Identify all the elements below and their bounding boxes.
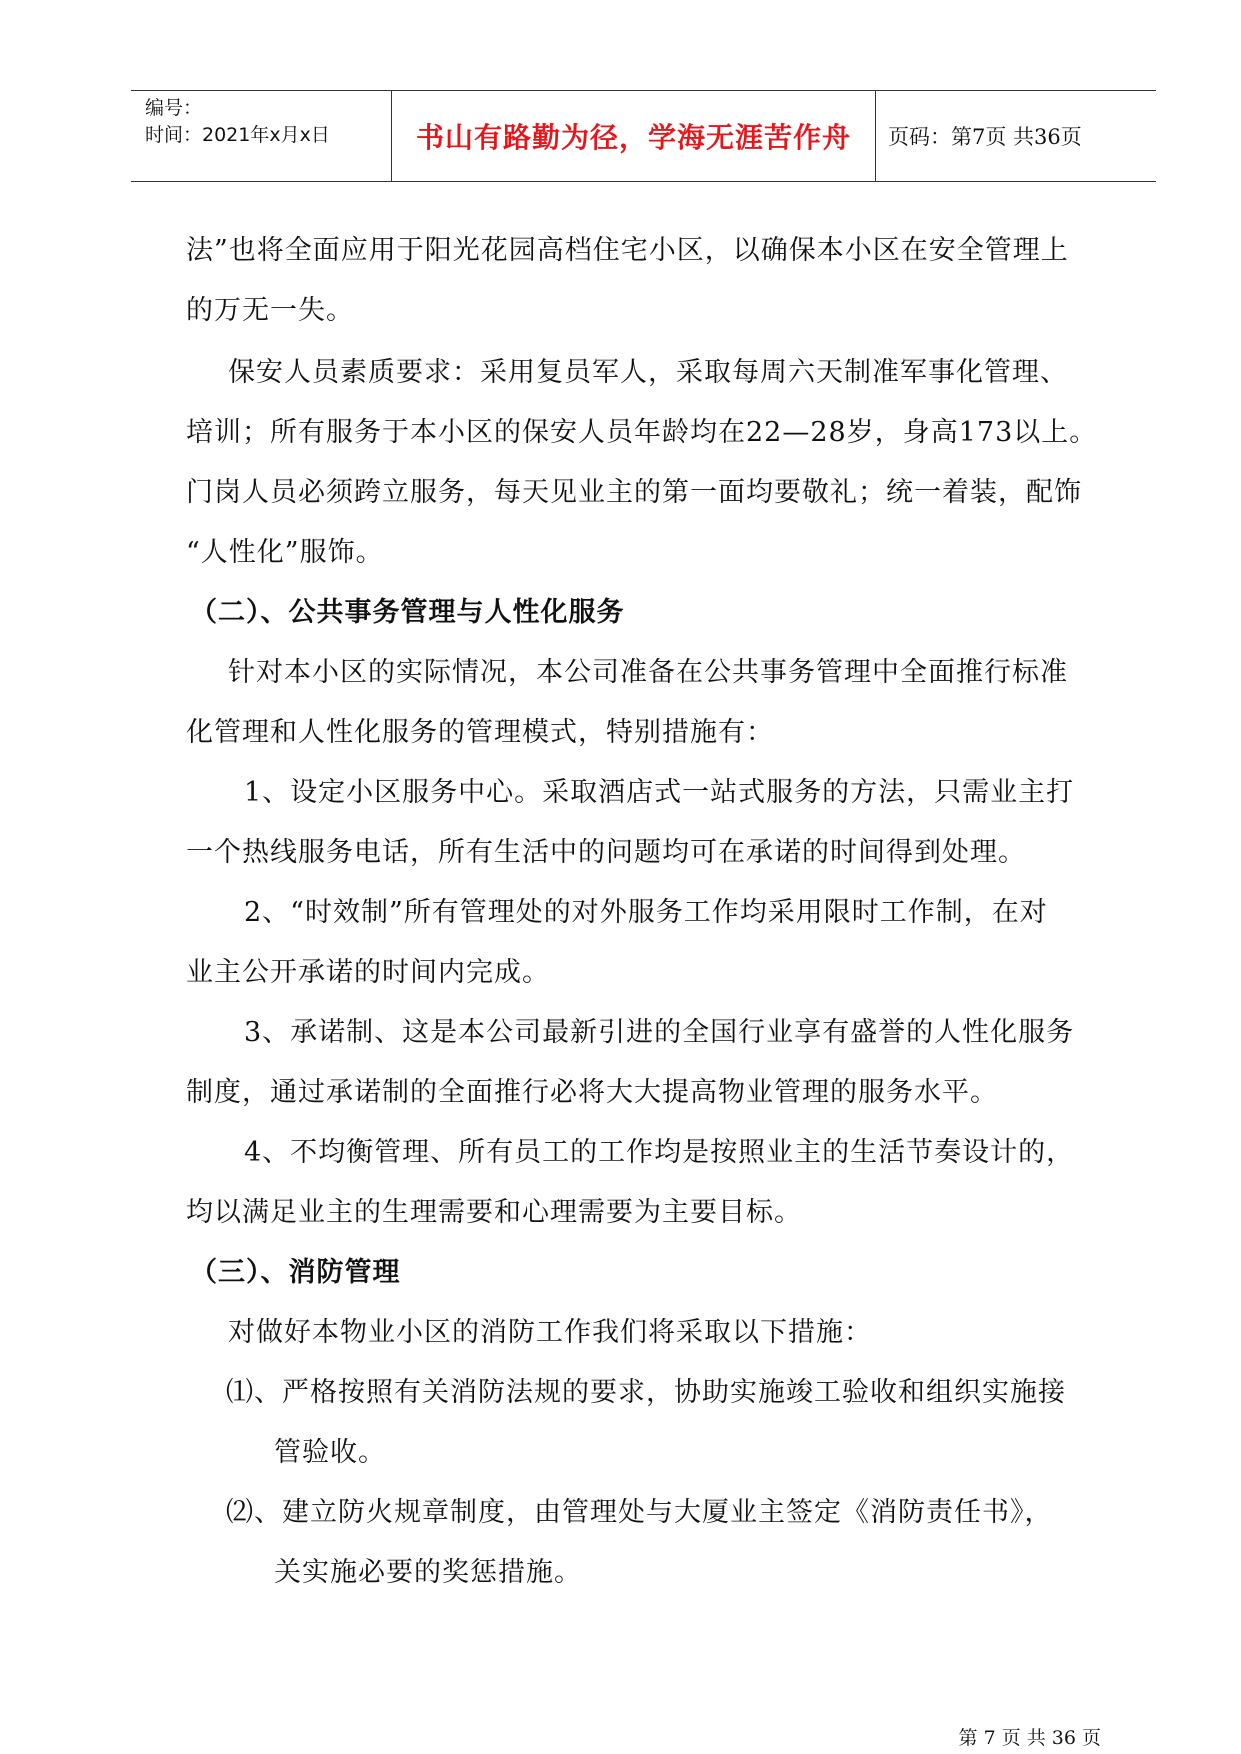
body-line: 法”也将全面应用于阳光花园高档住宅小区，以确保本小区在安全管理上 (186, 235, 1069, 266)
list-item: ⑵、建立防火规章制度，由管理处与大厦业主签定《消防责任书》， (226, 1497, 1053, 1528)
body-line: 均以满足业主的生理需要和心理需要为主要目标。 (186, 1197, 802, 1228)
header-page-cell (876, 91, 1156, 181)
body-line: 的万无一失。 (186, 295, 354, 326)
page-footer: 第 7 页 共 36 页 (958, 1727, 1101, 1749)
header-motto-cell (391, 91, 876, 181)
list-item: 4、不均衡管理、所有员工的工作均是按照业主的生活节奏设计的， (244, 1137, 1075, 1168)
list-item: 3、承诺制、这是本公司最新引进的全国行业享有盛誉的人性化服务 (244, 1017, 1075, 1048)
body-line: 培训；所有服务于本小区的保安人员年龄均在22—28岁，身高173以上。 (186, 417, 1098, 448)
body-line: 关实施必要的奖惩措施。 (274, 1557, 582, 1588)
list-item: ⑴、严格按照有关消防法规的要求，协助实施竣工验收和组织实施接 (226, 1377, 1066, 1408)
body-line: 化管理和人性化服务的管理模式，特别措施有： (186, 717, 774, 748)
page-header (131, 90, 1156, 182)
list-item: 1、设定小区服务中心。采取酒店式一站式服务的方法，只需业主打 (244, 777, 1075, 808)
header-meta (131, 91, 391, 181)
body-line: 管验收。 (274, 1437, 386, 1468)
motto-text: 书山有路勤为径，学海无涯苦作舟 (415, 121, 851, 154)
body-line: 门岗人员必须跨立服务，每天见业主的第一面均要敬礼；统一着装，配饰 (186, 477, 1082, 508)
body-line: “人性化”服饰。 (186, 537, 384, 568)
section-heading: （三）、消防管理 (190, 1257, 401, 1288)
serial-label: 编号： (145, 97, 203, 119)
body-line: 一个热线服务电话，所有生活中的问题均可在承诺的时间得到处理。 (186, 837, 1026, 868)
page-info: 页码：第7页 共36页 (888, 125, 1082, 149)
body-line: 对做好本物业小区的消防工作我们将采取以下措施： (228, 1317, 872, 1348)
section-heading: （二）、公共事务管理与人性化服务 (190, 597, 625, 628)
body-line: 业主公开承诺的时间内完成。 (186, 957, 550, 988)
body-line: 保安人员素质要求：采用复员军人，采取每周六天制准军事化管理、 (228, 357, 1068, 388)
body-line: 针对本小区的实际情况，本公司准备在公共事务管理中全面推行标准 (228, 657, 1068, 688)
time-label: 时间：2021年x月x日 (145, 124, 330, 146)
body-line: 制度，通过承诺制的全面推行必将大大提高物业管理的服务水平。 (186, 1077, 998, 1108)
list-item: 2、“时效制”所有管理处的对外服务工作均采用限时工作制，在对 (244, 897, 1048, 928)
